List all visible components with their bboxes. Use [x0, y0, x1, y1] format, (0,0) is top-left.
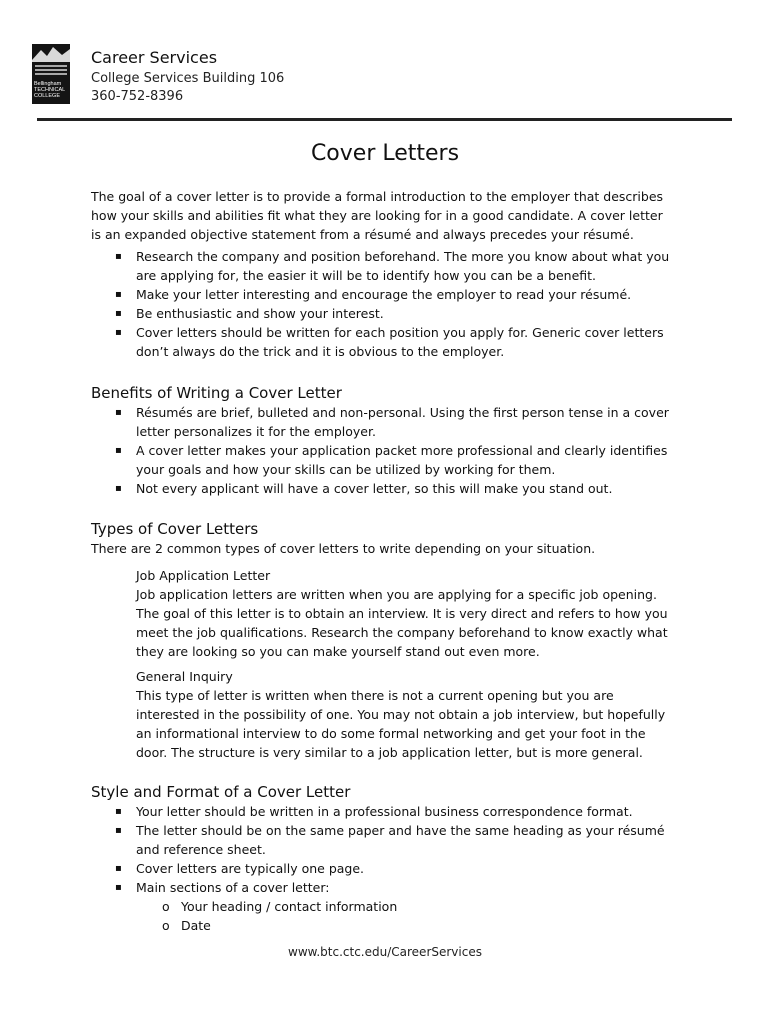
list-item: ▪ Not every applicant will have a cover letter, so this will make you stand out. [91, 479, 671, 498]
list-item: ▪ Make your letter interesting and encourage the employer to read your résumé. [91, 285, 671, 304]
mountain-logo-graphic [32, 44, 70, 80]
types-intro: There are 2 common types of cover letters to write depending on your situation. [91, 541, 596, 556]
college-logo [32, 44, 70, 104]
list-item: ▪ The letter should be on the same paper and have the same heading as your résumé and reference sheet. [91, 821, 671, 859]
section-heading: Types of Cover Letters [91, 520, 259, 538]
sub-list-item: o Date [91, 916, 671, 935]
list-item: ▪ Main sections of a cover letter: [91, 878, 671, 897]
style-bullet-list [91, 802, 671, 897]
job-application-subsection [136, 566, 671, 661]
sub-list-item: o Your heading / contact information [91, 897, 671, 916]
style-section [91, 782, 671, 935]
cover-letter-sections-list [91, 897, 671, 935]
logo-line: TECHNICAL [34, 87, 66, 93]
list-item: ▪ Résumés are brief, bulleted and non-personal. Using the first person tense in a cover letter personalizes it for the employer. [91, 403, 671, 441]
logo-line: COLLEGE [34, 93, 60, 99]
list-item: ▪ Cover letters should be written for each position you apply for. Generic cover letters don’t always do the trick and it is obvious to the employer. [91, 323, 671, 361]
page-title: Cover Letters [310, 141, 460, 166]
section-heading: Benefits of Writing a Cover Letter [91, 384, 342, 402]
list-item: ▪ Research the company and position beforehand. The more you know about what you are applying for, the easier it will be to identify how you can be a benefit. [91, 247, 671, 285]
department-phone: 360-752-8396 [91, 89, 184, 104]
subsection-heading: General Inquiry [136, 669, 233, 684]
types-section [91, 519, 671, 762]
list-item: ▪ A cover letter makes your application packet more professional and clearly identifies your goals and how your skills can be utilized by working for them. [91, 441, 671, 479]
benefits-bullet-list [91, 403, 671, 498]
list-item: ▪ Cover letters are typically one page. [91, 859, 671, 878]
logo-line: Bellingham [34, 81, 62, 87]
intro-bullet-list [91, 247, 671, 361]
department-address: College Services Building 106 [91, 71, 285, 86]
benefits-section [91, 383, 671, 498]
intro-paragraph: The goal of a cover letter is to provide a formal introduction to the employer that describes how your skills and abilities fit what they are looking for in a good candidate. A cover letter is an expanded objective statement from a résumé and always precedes your résumé. [91, 189, 664, 242]
list-item: ▪ Be enthusiastic and show your interest. [91, 304, 671, 323]
document-body [91, 187, 671, 935]
list-item: ▪ Your letter should be written in a professional business correspondence format. [91, 802, 671, 821]
footer-url: www.btc.ctc.edu/CareerServices [288, 945, 482, 959]
section-heading: Style and Format of a Cover Letter [91, 783, 351, 801]
subsection-text: This type of letter is written when there is not a current opening but you are interested in the possibility of one. You may not obtain a job interview, but hopefully an informational interview to do some formal networking and get your foot in the door. The structure is very similar to a job application letter, but is more general. [136, 688, 666, 760]
general-inquiry-subsection [136, 667, 671, 762]
header-divider [37, 118, 732, 121]
subsection-heading: Job Application Letter [136, 568, 271, 583]
logo-text [34, 81, 70, 99]
department-title: Career Services [91, 48, 218, 67]
subsection-text: Job application letters are written when you are applying for a specific job opening. The goal of this letter is to obtain an interview. It is very direct and refers to how you meet the job qualifications. Research the company beforehand to know exactly what they are looking so you can make yourself stand out even more. [136, 587, 668, 659]
